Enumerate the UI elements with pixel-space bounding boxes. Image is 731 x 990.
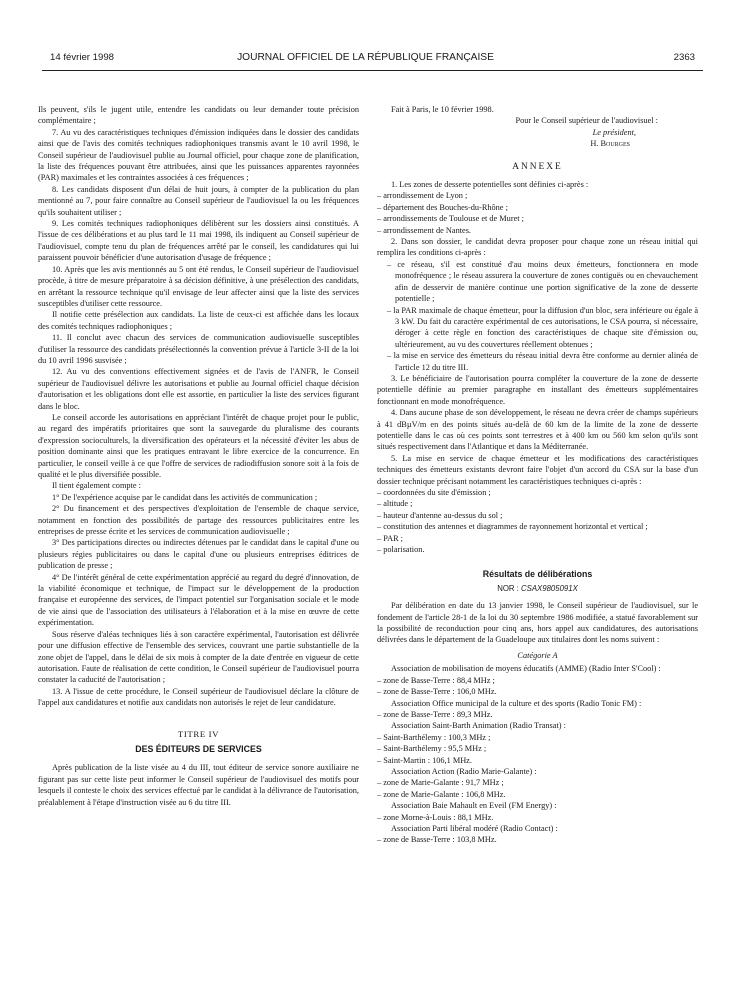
header-rule	[42, 70, 703, 71]
annexe-point-5: 5. La mise en service de chaque émetteur et les modifications des caractéristiques techniques des émetteurs existants devront faire l'objet d'un accord du CSA sur la base d'un dossier technique précisant notamment les caractéristiques techniques ci-après :	[377, 453, 698, 486]
resultats-heading: Résultats de délibérations	[482, 569, 593, 580]
annexe-point-4: 4. Dans aucune phase de son développement, le réseau ne devra créer de champs supérieurs à 41 dBµV/m en des points situés au-delà de 60 km de la limite de la zone de desserte potentielle dans le cas où ces points sont terrestres et à 400 km ou 560 km selon qu'ils sont situés respectivement dans l'Atlantique et dans la Méditerranée.	[377, 408, 698, 452]
signature-title	[377, 127, 698, 138]
paragraph-12: 12. Au vu des conventions effectivement signées et de l'avis de l'ANFR, le Conseil supérieur de l'audiovisuel délivre les autorisations et publie au Journal officiel chaque décision d'autorisation et les obligations dont elle est assortie, en particulier la liste des services figurant dans le bloc.	[38, 367, 359, 411]
paragraph-10: 10. Après que les avis mentionnés au 5 ont été rendus, le Conseil supérieur de l'audiovisuel procède, à titre de mesure préparatoire à sa décision définitive, à une présélection des candidats, en arrêtant la ressource technique qu'il envisage de leur affecter ainsi que la liste des services susceptibles d'utiliser cette ressource.	[38, 264, 359, 308]
list-item: – arrondissement de Nantes.	[377, 225, 472, 235]
frequency-list	[377, 812, 698, 823]
signature-for: Pour le Conseil supérieur de l'audiovisuel :	[515, 116, 658, 126]
annexe-point-2: 2. Dans son dossier, le candidat devra proposer pour chaque zone un réseau initial qui remplira les conditions ci-après :	[377, 237, 698, 258]
nor-value: CSAX9805091X	[521, 583, 578, 593]
left-column	[38, 104, 359, 808]
list-item: – polarisation.	[377, 545, 425, 555]
paragraph: Ils peuvent, s'ils le jugent utile, entendre les candidats ou leur demander toute précision complémentaire ;	[38, 105, 359, 126]
list-item: – hauteur d'antenne au-dessus du sol ;	[377, 510, 503, 520]
page-header	[0, 52, 731, 72]
frequency-list	[377, 834, 698, 845]
frequency-item: – Saint-Barthélemy : 100,3 MHz ;	[377, 732, 491, 742]
titre-number: TITRE IV	[177, 728, 220, 739]
header-date: 14 février 1998	[50, 52, 114, 63]
frequency-item: – zone de Basse-Terre : 106,0 MHz.	[377, 687, 497, 697]
list-item: – département des Bouches-du-Rhône ;	[377, 202, 508, 212]
association-name: Association Parti libéral modéré (Radio Contact) :	[391, 823, 558, 833]
frequency-item: – zone de Marie-Galante : 106,8 MHz.	[377, 789, 506, 799]
frequency-list	[377, 777, 698, 800]
nor-reference	[377, 583, 698, 594]
deliberation-paragraph: Par délibération en date du 13 janvier 1998, le Conseil supérieur de l'audiovisuel, sur le fondement de l'article 28-1 de la loi du 30 septembre 1986 modifiée, a statué favorablement sur la possibilité de reconduction pour cinq ans, hors appel aux candidatures, des autorisations délivrées dans le département de la Guadeloupe aux titulaires dont les noms suivent :	[377, 601, 698, 645]
frequency-list	[377, 675, 698, 698]
header-journal-title: JOURNAL OFFICIEL DE LA RÉPUBLIQUE FRANÇAISE	[237, 52, 494, 63]
frequency-list	[377, 709, 698, 720]
conditions-list	[377, 259, 698, 373]
list-item: – la mise en service des émetteurs du réseau initial devra être conforme au dernier alinéa de l'article 12 du titre III.	[387, 351, 698, 372]
paragraph-12-reserve: Sous réserve d'aléas techniques liés à son caractère expérimental, l'autorisation est délivrée pour une diffusion effective de l'ensemble des services, couvrant une partie substantielle de la zone objet de l'appel, dans le délai de six mois à compter de la date d'entrée en vigueur de cette autorisation. Faute de réalisation de cette condition, le Conseil supérieur de l'audiovisuel pourra constater la caducité de l'autorisation ;	[38, 629, 359, 685]
frequency-item: – Saint-Martin : 106,1 MHz.	[377, 755, 472, 765]
annexe-point-1: 1. Les zones de desserte potentielles sont définies ci-après :	[391, 180, 589, 190]
nor-label: NOR :	[497, 583, 522, 593]
frequency-item: – zone de Marie-Galante : 91,7 MHz ;	[377, 778, 504, 788]
paragraph-11: 11. Il conclut avec chacun des services de communication audiovisuelle susceptibles d'utiliser la ressource des candidats présélectionnés la convention prévue à l'article 3-II de la loi du 10 avril 1996 susvisée ;	[38, 333, 359, 365]
frequency-item: – zone de Basse-Terre : 103,8 MHz.	[377, 835, 497, 845]
frequency-item: – zone Morne-à-Louis : 88,1 MHz.	[377, 812, 494, 822]
criterion-1: 1° De l'expérience acquise par le candidat dans les activités de communication ;	[52, 492, 318, 502]
paragraph-12-also: Il tient également compte :	[52, 481, 141, 491]
association-name: Association Saint-Barth Animation (Radio Transat) :	[391, 721, 566, 731]
president-label: Le président,	[592, 127, 636, 137]
paragraph-9: 9. Les comités techniques radiophoniques délibèrent sur les dossiers ainsi constitués. A l'issue de ces délibérations et au plus tard le 11 mai 1998, ils indiquent au Conseil supérieur de l'audiovisuel, compte tenu du plan de fréquences arrêté par le conseil, les candidatures qui lui paraissent pouvoir bénéficier d'une autorisation d'usage de fréquence ;	[38, 219, 359, 263]
list-item: – coordonnées du site d'émission ;	[377, 488, 491, 497]
list-item: – ce réseau, s'il est constitué d'au moins deux émetteurs, fonctionnera en mode monofréquence ; le réseau assurera la couverture de zones contiguës ou en chevauchement afin de desservir de manière continue une portion significative de la zone de desserte potentielle ;	[387, 259, 698, 304]
frequency-item: – Saint-Barthélemy : 95,5 MHz ;	[377, 744, 487, 754]
association-name: Association de mobilisation de moyens éducatifs (AMME) (Radio Inter S'Cool) :	[391, 664, 661, 674]
paragraph-8: 8. Les candidats disposent d'un délai de huit jours, à compter de la publication du plan mentionné au 7, pour faire connaître au Conseil supérieur de l'audiovisuel la ou les fréquences qu'ils souhaitent utiliser ;	[38, 184, 359, 217]
association-name: Association Office municipal de la culture et des sports (Radio Tonic FM) :	[391, 698, 642, 708]
list-item: – constitution des antennes et diagrammes de rayonnement horizontal et vertical ;	[377, 522, 648, 532]
criterion-4: 4° De l'intérêt général de cette expérimentation apprécié au regard du degré d'innovation, de la viabilité économique et technique, de l'impact sur le développement de la production française et européenne des services, de l'impact potentiel sur l'organisation sociale et le mode de vie ainsi que de l'association des utilisateurs à l'élaboration et à la mise en œuvre de cette expérimentation.	[38, 572, 359, 628]
annexe-point-3: 3. Le bénéficiaire de l'autorisation pourra compléter la couverture de la zone de desserte potentielle définie au premier paragraphe en installant des émetteurs supplémentaires fonctionnant en mode monofréquence.	[377, 373, 698, 406]
zones-list	[377, 190, 698, 236]
paragraph-10-notification: Il notifie cette présélection aux candidats. La liste de ceux-ci est affichée dans les locaux des comités techniques radiophoniques ;	[38, 310, 359, 331]
annexe-heading: ANNEXE	[512, 161, 563, 172]
frequency-list	[377, 732, 698, 766]
list-item: – altitude ;	[377, 499, 413, 509]
associations-list	[377, 663, 698, 846]
list-item: – arrondissement de Lyon ;	[377, 191, 468, 201]
titre-heading: DES ÉDITEURS DE SERVICES	[135, 743, 262, 754]
frequency-item: – zone de Basse-Terre : 89,3 MHz.	[377, 709, 493, 719]
criterion-3: 3° Des participations directes ou indirectes détenues par le candidat dans le capital d'une ou plusieurs régies publicitaires ou dans le capital d'une ou plusieurs entreprises éditrices de publication de presse ;	[38, 538, 359, 571]
frequency-item: – zone de Basse-Terre : 88,4 MHz ;	[377, 675, 495, 685]
characteristics-list	[377, 487, 698, 555]
list-item: – la PAR maximale de chaque émetteur, pour la diffusion d'un bloc, sera inférieure ou égale à 3 kW. Du fait du caractère expérimental de ces autorisations, le CSA pourra, si nécessaire, déroger à cette règle en fonction des caractéristiques de chaque site d'émission ou, ultérieurement, au vu des couvertures réellement obtenues ;	[387, 305, 698, 349]
association-name: Association Baie Mahault en Eveil (FM Energy) :	[391, 801, 557, 811]
fait-a-paris: Fait à Paris, le 10 février 1998.	[391, 105, 494, 114]
paragraph-final: Après publication de la liste visée au 4 du III, tout éditeur de service sonore auxiliaire ne figurant pas sur cette liste peut informer le Conseil supérieur de l'audiovisuel des motifs pour lesquels il conteste le choix des services effectué par le candidat à la délivrance de l'autorisation, préalablement à l'étape d'instruction visée au 6 du titre III.	[38, 763, 359, 807]
signatory-name: H. Bourges	[590, 139, 630, 149]
category-heading: Catégorie A	[517, 650, 558, 660]
paragraph-13: 13. A l'issue de cette procédure, le Conseil supérieur de l'audiovisuel déclare la clôture de l'appel aux candidatures et notifie aux candidats non autorisés le rejet de leur candidature.	[38, 686, 359, 708]
criterion-2: 2° Du financement et des perspectives d'exploitation de l'ensemble de chaque service, notamment en fonction des possibilités de partage des ressources publicitaires entre les entreprises de presse écrite et les services de communication audiovisuelle ;	[38, 504, 359, 537]
list-item: – PAR ;	[377, 533, 403, 543]
list-item: – arrondissements de Toulouse et de Muret ;	[377, 214, 524, 224]
paragraph-7: 7. Au vu des caractéristiques techniques d'émission indiquées dans le dossier des candidats ainsi que de l'avis des comités techniques radiophoniques transmis avant le 10 avril 1998, le Conseil supérieur de l'audiovisuel publie au Journal officiel, pour chaque zone de planification, la liste des fréquences pouvant être attribuées, ainsi que les puissances apparentes rayonnées (PAR) maximales et les contraintes associées à ces fréquences ;	[38, 127, 359, 183]
association-name: Association Action (Radio Marie-Galante) :	[391, 766, 537, 776]
paragraph-12-criteria: Le conseil accorde les autorisations en appréciant l'intérêt de chaque projet pour le public, au regard des impératifs prioritaires que sont la sauvegarde du pluralisme des courants d'expression socioculturels, la diversification des opérateurs et la nécessité d'éviter les abus de position dominante ainsi que les pratiques entravant le libre exercice de la concurrence. En particulier, le conseil veille à ce que l'offre de services de radiodiffusion sonore soit à la fois de qualité et le plus diversifiée possible.	[38, 412, 359, 479]
header-page-number: 2363	[673, 52, 695, 63]
right-column	[377, 104, 698, 846]
